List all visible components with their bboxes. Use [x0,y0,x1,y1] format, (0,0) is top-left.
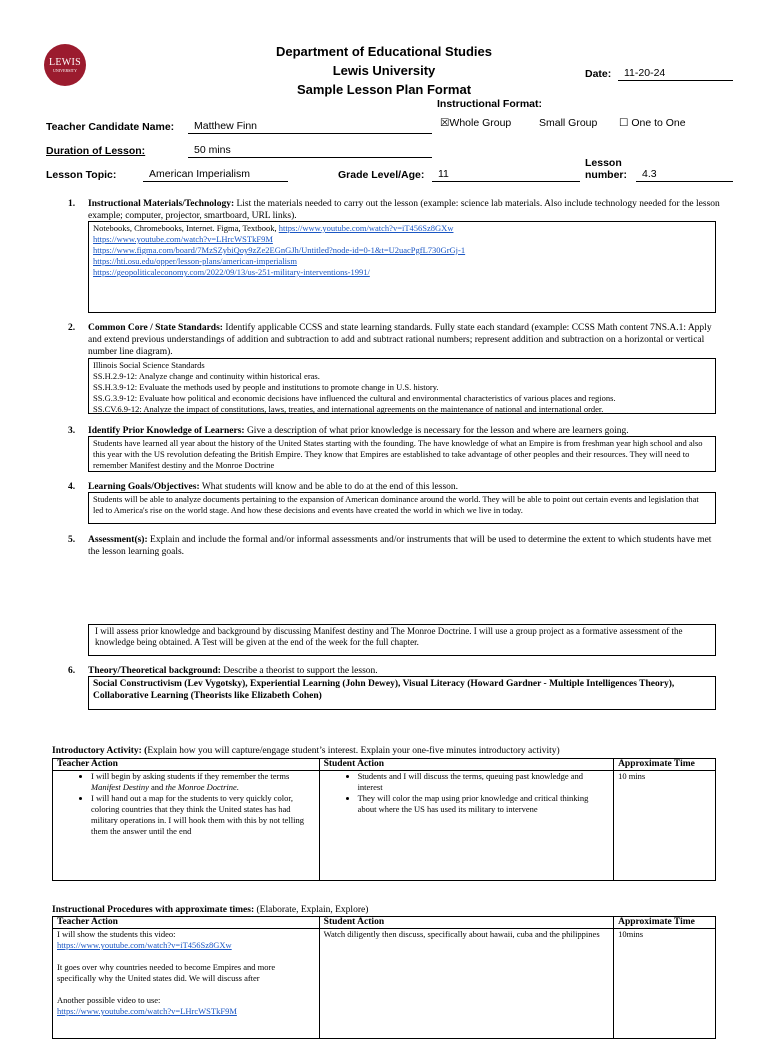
logo-subtext: UNIVERSITY [53,68,77,73]
materials-text: Notebooks, Chromebooks, Internet. Figma, Textbook, [93,223,279,233]
list-item: • I will hand out a map for the students to very quickly color, coloring countries that they think the United states has had military operations in. I will hook them with this by not telling them the answer until the end [91,793,315,837]
proc-teacher-text: Another possible video to use: [57,995,161,1005]
lesson-number-label [585,157,627,181]
section-2-prompt [70,322,720,358]
section-3-instructions: Give a description of what prior knowledge is necessary for the lesson and where are learners going. [244,426,629,436]
standards-line: SS.H.2.9-12: Analyze change and continuity within historical eras. [93,371,320,381]
section-2-heading: Common Core / State Standards: [88,323,223,333]
proc-col-time: Approximate Time [614,917,716,929]
instructional-format-label: Instructional Format: [437,98,543,110]
department-title: Department of Educational Studies [276,44,492,59]
format-whole-group: ☒Whole Group [440,117,512,129]
section-1-heading: Instructional Materials/Technology: [88,199,235,209]
duration-value: 50 mins [188,144,432,158]
grade-label: Grade Level/Age: [338,169,425,181]
section-1-number: 1. [68,199,76,209]
section-6-heading: Theory/Theoretical background: [88,666,221,676]
university-title: Lewis University [332,63,436,78]
document-title: Sample Lesson Plan Format [296,82,472,97]
procedures-table [52,916,716,1039]
intro-heading: Introductory Activity: ( [52,746,148,756]
standards-line: SS.G.3.9-12: Evaluate how political and economic decisions have influenced the cultural and environmental characteristics of various places and regions. [93,393,616,403]
intro-col-student: Student Action [319,759,614,771]
materials-link-4[interactable]: https://hti.osu.edu/opper/lesson-plans/american-imperialism [93,256,297,266]
materials-link-1[interactable]: https://www.youtube.com/watch?v=iT456Sz8GXw [278,223,454,233]
section-1-instructions: List the materials needed to carry out the lesson (example: science lab materials. Also include technology needed for the lesson example; computer, projector, smartboard, URL links). [88,199,720,221]
section-3-heading: Identify Prior Knowledge of Learners: [88,426,245,436]
proc-student-cell: Watch diligently then discuss, specifically about hawaii, cuba and the philippines [319,929,613,1039]
format-one-to-one: ☐ One to One [619,117,686,129]
format-small-group: Small Group [539,117,598,129]
intro-teacher-cell [53,771,320,881]
list-item: • I will begin by asking students if they remember the terms Manifest Destiny and the Monroe Doctrine. [91,771,315,793]
materials-link-3[interactable]: https://www.figma.com/board/7MzSZybiQoy9zZe2EGnGJh/Untitled?node-id=0-1&t=U2uacPgfL730GrGj-1 [93,245,466,255]
section-3-number: 3. [68,426,76,436]
proc-time-cell: 10mins [614,929,716,1039]
materials-link-2[interactable]: https://www.youtube.com/watch?v=LHrcWSTkF9M [93,234,273,244]
grade-value: 11 [432,168,580,182]
section-5-instructions: Explain and include the formal and/or informal assessments and/or instruments that will be used to determine the extent to which students have met the lesson learning goals. [88,535,712,557]
duration-label: Duration of Lesson: [46,145,146,157]
proc-teacher-text: I will show the students this video: [57,929,176,939]
table-row [53,929,716,1039]
lesson-label-line1: Lesson [585,157,622,169]
intro-heading-line [52,746,560,756]
prior-knowledge-box: Students have learned all year about the history of the United States starting with the founding. The have knowledge of what an Empire is from freshman year high school and also this year with the US revolution defeating the British Empire. They know that Empires are established to take advantage of other peoples and their resources. They will need to remember Manifest destiny and the Monroe Doctrine [88,436,716,472]
standards-box [88,358,716,414]
standards-line: SS.CV.6.9-12: Analyze the impact of constitutions, laws, treaties, and international agreements on the maintenance of national and international order. [93,404,604,414]
section-2-instructions: Identify applicable CCSS and state learning standards. Fully state each standard (example: CCSS Math content 7NS.A.1: Apply and extend previous understandings of addition and subtraction to add and subtract rational numbers; represent addition and subtraction on a horizontal or vertical number line diagram). [88,323,712,357]
proc-col-teacher: Teacher Action [53,917,320,929]
proc-teacher-cell [53,929,320,1039]
topic-value: American Imperialism [143,168,288,182]
lesson-label-line2: number: [585,169,627,181]
table-row [53,771,716,881]
procedures-instructions: (Elaborate, Explain, Explore) [254,905,369,915]
section-4-heading: Learning Goals/Objectives: [88,482,200,492]
procedures-heading-line [52,905,368,915]
section-6-instructions: Describe a theorist to support the lesson. [220,666,378,676]
date-value: 11-20-24 [618,67,733,81]
table-header-row [53,759,716,771]
intro-instructions: Explain how you will capture/engage student’s interest. Explain your one-five minutes introductory activity) [147,746,560,756]
materials-link-5[interactable]: https://geopoliticaleconomy.com/2022/09/13/us-251-military-interventions-1991/ [93,267,370,277]
logo-text: LEWIS [48,57,82,68]
section-5-prompt [70,534,720,558]
proc-col-student: Student Action [319,917,613,929]
section-1-prompt [70,198,720,222]
section-5-number: 5. [68,535,76,545]
proc-teacher-text: It goes over why countries needed to become Empires and more specifically why the United states did. We will discuss after [57,962,276,983]
materials-box [88,221,716,313]
proc-video-link-1[interactable]: https://www.youtube.com/watch?v=iT456Sz8GXw [57,940,232,950]
candidate-value: Matthew Finn [188,120,432,134]
candidate-label: Teacher Candidate Name: [46,121,175,133]
list-item: • Students and I will discuss the terms, queuing past knowledge and interest [358,771,610,793]
learning-goals-box: Students will be able to analyze documents pertaining to the expansion of American dominance around the world. They will be able to point out certain events and legislation that led to America's rise on the world stage. And how these decisions and events have created the world in which we live in today. [88,492,716,524]
intro-student-cell [319,771,614,881]
section-4-instructions: What students will know and be able to do at the end of this lesson. [199,482,459,492]
section-5-heading: Assessment(s): [88,535,148,545]
procedures-heading: Instructional Procedures with approximate times: [52,905,255,915]
standards-line: SS.H.3.9-12: Evaluate the methods used by people and institutions to promote change in U.S. history. [93,382,439,392]
intro-col-time: Approximate Time [614,759,716,771]
table-header-row [53,917,716,929]
topic-label: Lesson Topic: [46,169,117,181]
section-2-number: 2. [68,323,76,333]
list-item: • They will color the map using prior knowledge and critical thinking about where the US has used its military to intervene [358,793,610,815]
theory-box: Social Constructivism (Lev Vygotsky), Experiential Learning (John Dewey), Visual Literacy (Howard Gardner - Multiple Intelligences Theory), Collaborative Learning (Theorists like Elizabeth Cohen) [88,676,716,710]
proc-video-link-2[interactable]: https://www.youtube.com/watch?v=LHrcWSTkF9M [57,1006,237,1016]
section-6-number: 6. [68,666,76,676]
intro-time-cell: 10 mins [614,771,716,881]
standards-line: Illinois Social Science Standards [93,360,205,370]
date-label: Date: [585,68,612,80]
intro-table [52,758,716,881]
section-4-number: 4. [68,482,76,492]
intro-col-teacher: Teacher Action [53,759,320,771]
lesson-number-value: 4.3 [636,168,733,182]
assessment-box: I will assess prior knowledge and background by discussing Manifest destiny and The Monroe Doctrine. I will use a group project as a formative assessment of the knowledge being obtained. A Test will be given at the end of the week for the full chapter. [88,624,716,656]
